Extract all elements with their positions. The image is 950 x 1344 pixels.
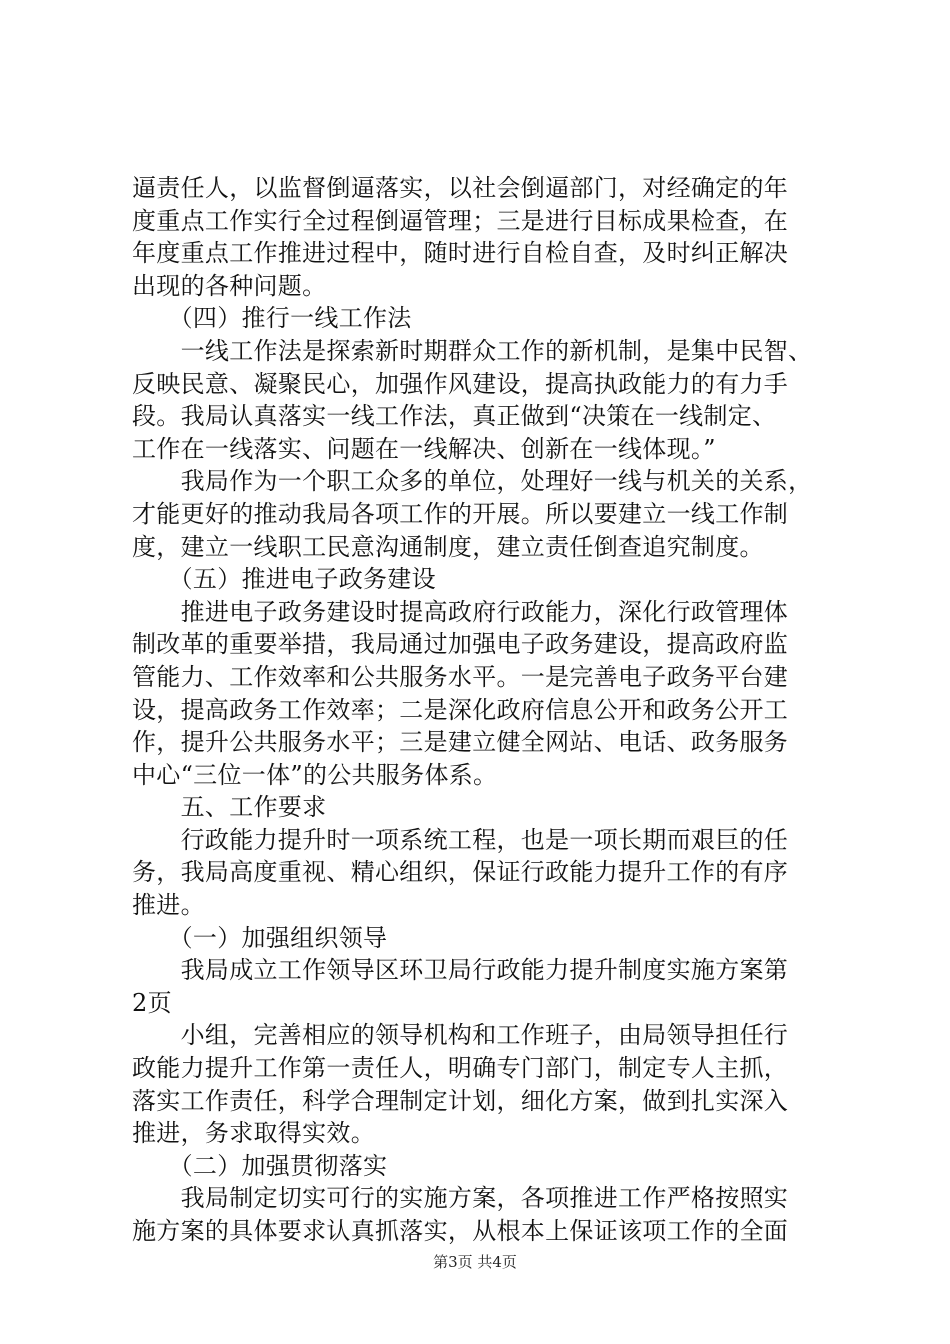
text-line: 落实工作责任，科学合理制定计划，细化方案，做到扎实深入: [132, 1086, 789, 1115]
text-line: 制改革的重要举措，我局通过加强电子政务建设，提高政府监: [132, 630, 789, 659]
text-line: 务，我局高度重视、精心组织，保证行政能力提升工作的有序: [132, 858, 789, 887]
document-body: [132, 172, 832, 1248]
text-line: 施方案的具体要求认真抓落实，从根本上保证该项工作的全面: [132, 1217, 789, 1245]
section-heading: （四）推行一线工作法: [132, 304, 412, 333]
text-line: 出现的各种问题。: [132, 271, 327, 300]
text-line: 度，建立一线职工民意沟通制度，建立责任倒查追究制度。: [132, 532, 764, 561]
text-line: 我局作为一个职工众多的单位，处理好一线与机关的关系，: [132, 467, 813, 496]
text-line: 小组，完善相应的领导机构和工作班子，由局领导担任行: [132, 1021, 789, 1050]
page-number-label: 第3页 共4页: [433, 1253, 517, 1271]
text-line: 管能力、工作效率和公共服务水平。一是完善电子政务平台建: [132, 662, 789, 691]
text-line: 中心“三位一体”的公共服务体系。: [132, 760, 498, 789]
page-footer: [0, 1252, 950, 1272]
section-heading: 五、工作要求: [132, 793, 327, 822]
text-line: 才能更好的推动我局各项工作的开展。所以要建立一线工作制: [132, 499, 789, 528]
section-heading: （五）推进电子政务建设: [132, 565, 436, 594]
text-line: 我局制定切实可行的实施方案，各项推进工作严格按照实: [132, 1184, 789, 1213]
text-line: 年度重点工作推进过程中，随时进行自检自查，及时纠正解决: [132, 239, 789, 268]
text-line: 设，提高政务工作效率；二是深化政府信息公开和政务公开工: [132, 695, 789, 724]
text-line: 政能力提升工作第一责任人，明确专门部门，制定专人主抓，: [132, 1054, 789, 1083]
text-line: 反映民意、凝聚民心，加强作风建设，提高执政能力的有力手: [132, 369, 789, 398]
text-line: 工作在一线落实、问题在一线解决、创新在一线体现。”: [132, 434, 716, 463]
text-line: 2页: [132, 988, 172, 1017]
text-line: 推进，务求取得实效。: [132, 1119, 375, 1148]
section-heading: （一）加强组织领导: [132, 923, 388, 952]
text-line: 度重点工作实行全过程倒逼管理；三是进行目标成果检查，在: [132, 206, 789, 235]
text-line: 我局成立工作领导区环卫局行政能力提升制度实施方案第: [132, 956, 789, 985]
text-line: 作，提升公共服务水平；三是建立健全网站、电话、政务服务: [132, 728, 789, 757]
text-line: 一线工作法是探索新时期群众工作的新机制，是集中民智、: [132, 336, 813, 365]
text-line: 段。我局认真落实一线工作法，真正做到“决策在一线制定、: [132, 402, 777, 431]
text-line: 推进电子政务建设时提高政府行政能力，深化行政管理体: [132, 597, 789, 626]
text-line: 推进。: [132, 891, 205, 920]
section-heading: （二）加强贯彻落实: [132, 1151, 388, 1180]
text-line: 行政能力提升时一项系统工程，也是一项长期而艰巨的任: [132, 825, 789, 854]
text-line: 逼责任人，以监督倒逼落实，以社会倒逼部门，对经确定的年: [132, 174, 789, 202]
